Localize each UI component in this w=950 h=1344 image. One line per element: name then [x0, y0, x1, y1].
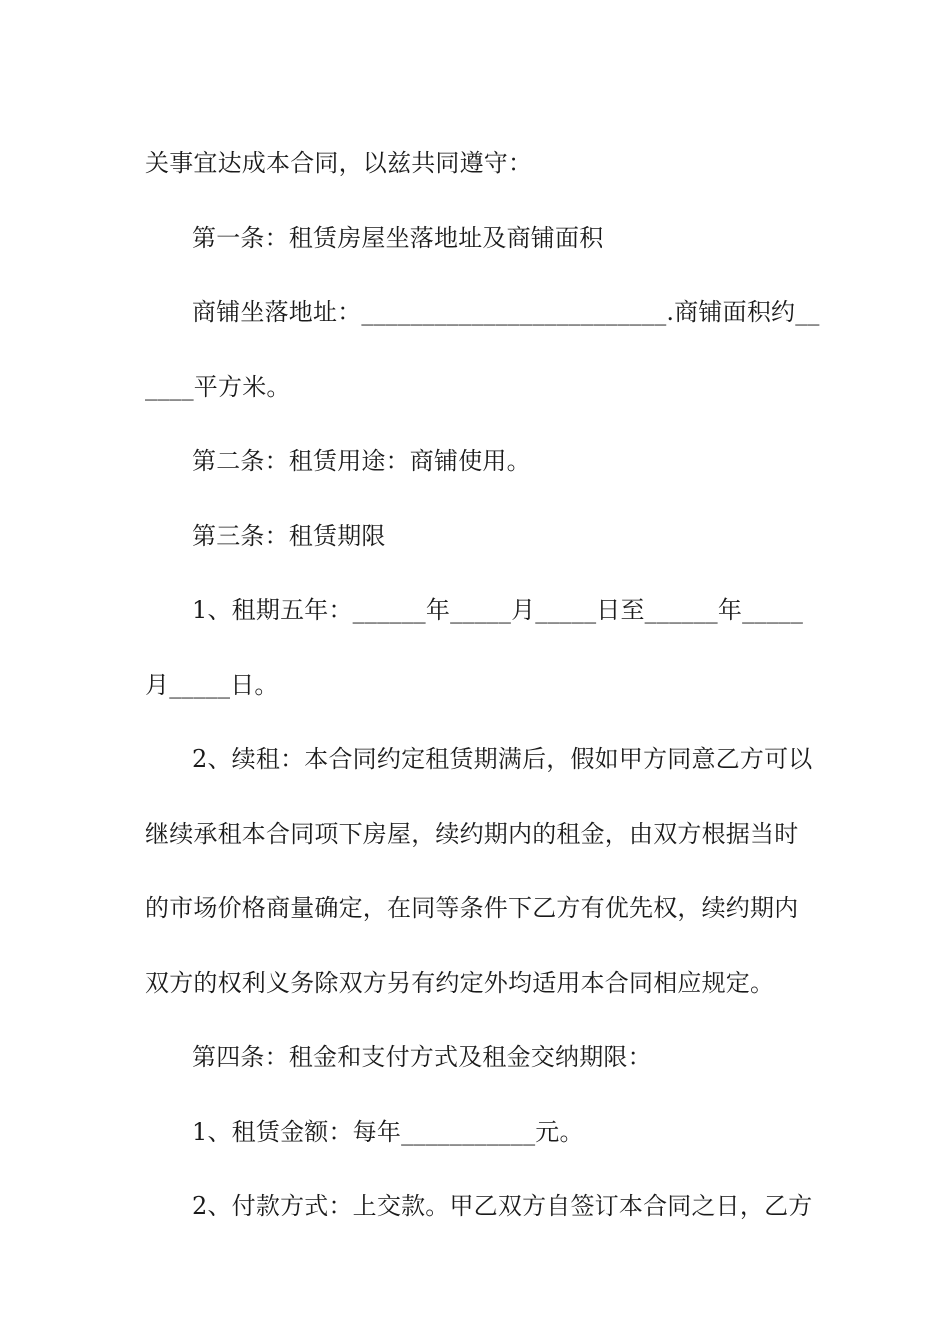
article-3-heading: 第三条：租赁期限 — [192, 521, 386, 550]
article-1-heading: 第一条：租赁房屋坐落地址及商铺面积 — [192, 223, 604, 252]
text-line: 商铺坐落地址：_________________________.商铺面积约__ — [192, 298, 820, 326]
text-line: 继续承租本合同项下房屋，续约期内的租金，由双方根据当时 — [145, 819, 799, 848]
text-line: 双方的权利义务除双方另有约定外均适用本合同相应规定。 — [145, 968, 775, 997]
text-line: 2、付款方式：上交款。甲乙双方自签订本合同之日，乙方 — [192, 1192, 813, 1220]
contract-text — [145, 126, 820, 1244]
text-line: 1、租期五年：______年_____月_____日至______年_____ — [192, 596, 804, 624]
text-line: 1、租赁金额：每年___________元。 — [192, 1117, 584, 1146]
text-line: 2、续租：本合同约定租赁期满后，假如甲方同意乙方可以 — [192, 745, 813, 773]
text-line: 关事宜达成本合同，以兹共同遵守： — [145, 149, 533, 177]
article-4-heading: 第四条：租金和支付方式及租金交纳期限： — [192, 1043, 652, 1071]
text-line: 月_____日。 — [145, 670, 279, 699]
text-line: 的市场价格商量确定，在同等条件下乙方有优先权，续约期内 — [145, 894, 799, 922]
text-line: ____平方米。 — [145, 372, 291, 401]
article-2-heading: 第二条：租赁用途：商铺使用。 — [192, 447, 531, 475]
